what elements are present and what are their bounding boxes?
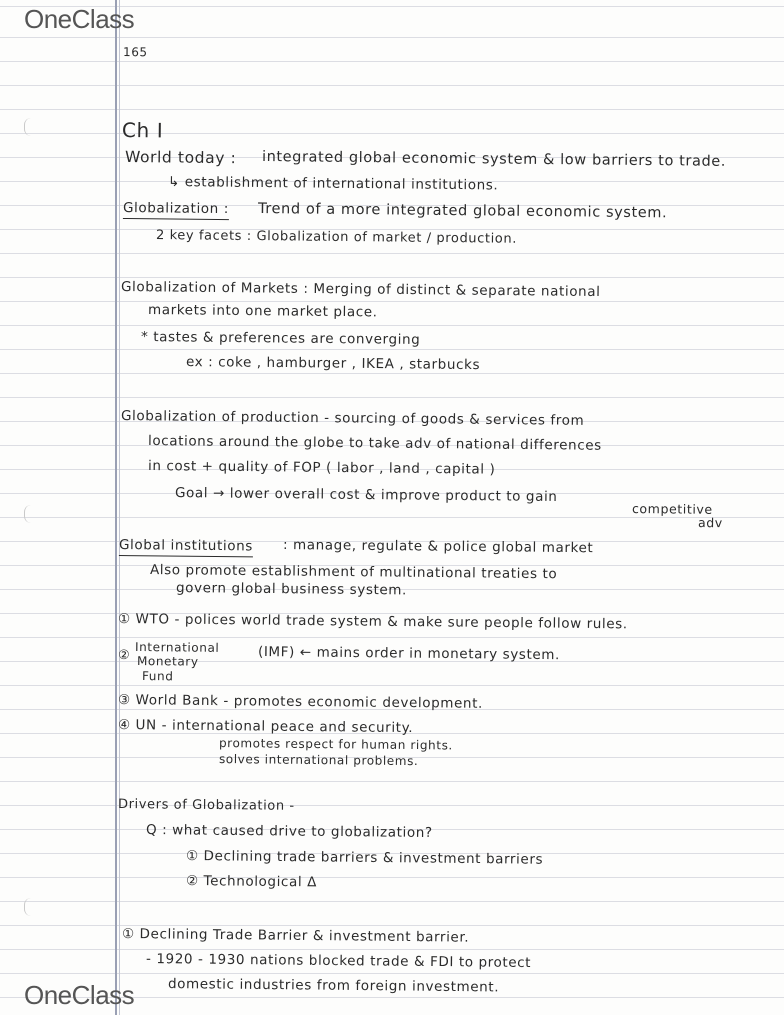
- margin-line-inner: [119, 0, 120, 1015]
- globalization-text: Trend of a more integrated global economic system.: [257, 201, 668, 222]
- institutions-line-3: govern global business system.: [175, 580, 408, 599]
- drivers-title: Drivers of Globalization -: [117, 797, 295, 814]
- declining-line-1: ① Declining Trade Barrier & investment barrier.: [121, 926, 470, 946]
- binder-hole-mark: [24, 118, 31, 136]
- margin-line: [115, 0, 117, 1015]
- list-imf-name-2: Monetary: [136, 654, 199, 669]
- page-number: 165: [122, 45, 148, 60]
- world-today-text: integrated global economic system & low barriers to trade.: [261, 149, 727, 170]
- chapter-heading: Ch I: [121, 118, 164, 143]
- declining-line-2: - 1920 - 1930 nations blocked trade & FDI to protect: [145, 951, 532, 972]
- list-imf-name-1: International: [134, 640, 220, 655]
- production-line-4: Goal → lower overall cost & improve product to gain: [174, 485, 558, 506]
- binder-hole-mark: [24, 505, 31, 523]
- world-today-label: World today :: [124, 148, 237, 168]
- drivers-question: Q : what caused drive to globalization?: [145, 822, 433, 842]
- list-imf-number: ②: [117, 648, 131, 664]
- list-world-bank: ③ World Bank - promotes economic development.: [117, 692, 483, 712]
- markets-line-4: ex : coke , hamburger , IKEA , starbucks: [185, 354, 481, 374]
- production-line-1: Globalization of production - sourcing of goods & services from: [120, 408, 585, 429]
- globalization-sub: 2 key facets : Globalization of market / production.: [155, 228, 518, 247]
- list-un-2: promotes respect for human rights.: [218, 736, 453, 753]
- oneclass-logo-top: OneClass: [24, 4, 135, 34]
- world-today-sub: ↳ establishment of international institutions.: [167, 174, 499, 194]
- binder-hole-mark: [24, 898, 31, 916]
- markets-line-2: markets into one market place.: [147, 302, 378, 321]
- drivers-item-1: ① Declining trade barriers & investment barriers: [185, 848, 544, 868]
- markets-line-1: Globalization of Markets : Merging of distinct & separate national: [120, 279, 601, 301]
- list-un: ④ UN - international peace and security.: [117, 717, 414, 737]
- list-un-3: solves international problems.: [218, 752, 419, 769]
- globalization-label: Globalization :: [123, 202, 229, 220]
- drivers-item-2: ② Technological Δ: [185, 873, 318, 891]
- production-line-2: locations around the globe to take adv of national differences: [147, 433, 602, 454]
- institutions-line-2: Also promote establishment of multinational treaties to: [149, 562, 558, 583]
- oneclass-logo-bottom: OneClass: [24, 980, 135, 1010]
- list-imf-name-3: Fund: [141, 669, 174, 684]
- markets-line-3: * tastes & preferences are converging: [140, 329, 421, 348]
- production-line-3: in cost + quality of FOP ( labor , land , capital ): [147, 458, 496, 478]
- institutions-label: Global institutions: [119, 539, 253, 557]
- list-wto: ① WTO - polices world trade system & make sure people follow rules.: [117, 611, 628, 633]
- declining-line-3: domestic industries from foreign investment.: [167, 976, 500, 996]
- institutions-line-1: : manage, regulate & police global market: [282, 537, 594, 557]
- production-line-6: adv: [697, 515, 723, 531]
- list-imf-text: (IMF) ← mains order in monetary system.: [257, 644, 561, 664]
- production-line-5: competitive: [631, 501, 713, 517]
